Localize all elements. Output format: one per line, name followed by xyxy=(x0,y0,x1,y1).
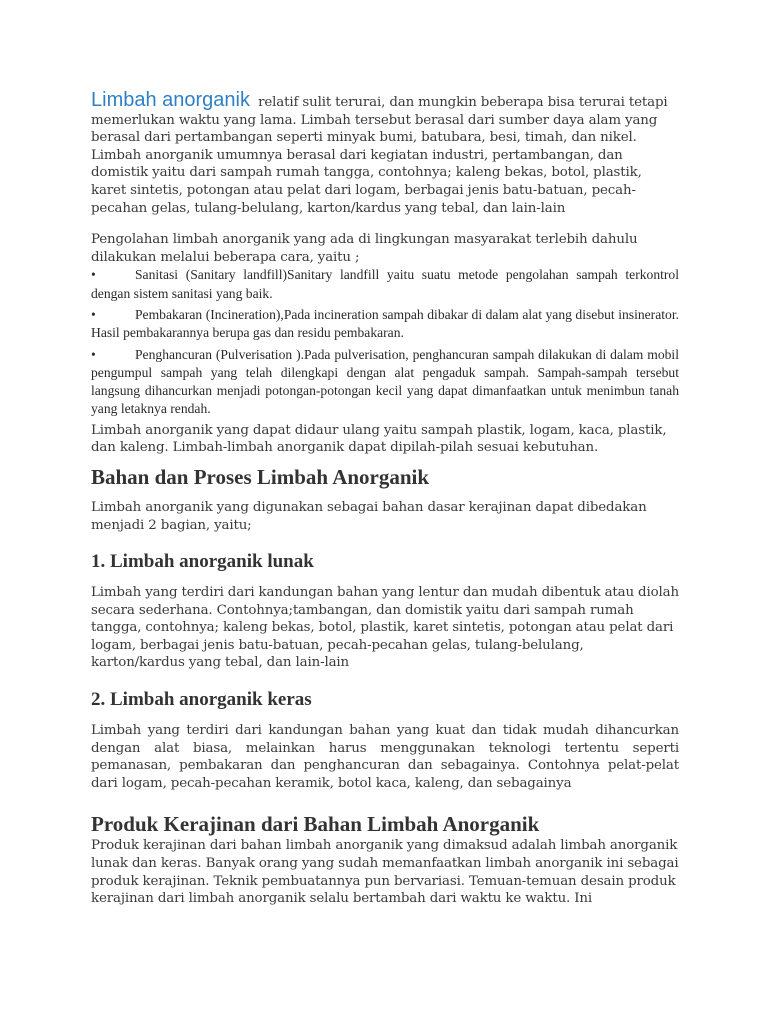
bullet-mark: • xyxy=(91,267,96,283)
heading-limbah-lunak: 1. Limbah anorganik lunak xyxy=(91,551,314,573)
produk-kerajinan-paragraph: Produk kerajinan dari bahan limbah anorganik yang dimaksud adalah limbah anorganik lunak dan keras. Banyak orang yang sudah memanfaatkan limbah anorganik ini sebagai produk kerajinan. Teknik pembuatannya pun bervariasi. Temuan-temuan desain produk kerajinan dari limbah anorganik selalu bertambah dari waktu ke waktu. Ini xyxy=(91,838,679,907)
limbah-keras-paragraph: Limbah yang terdiri dari kandungan bahan yang kuat dan tidak mudah dihancurkan dengan alat biasa, melainkan harus menggunakan teknologi tertentu seperti pemanasan, pembakaran dan penghancuran dan sebagainya. Contohnya pelat-pelat dari logam, pecah-pecahan keramik, botol kaca, kaleng, dan sebagainya xyxy=(91,723,679,791)
paragraph-gap xyxy=(91,217,679,231)
intro-text: relatif sulit terurai, dan mungkin beberapa bisa terurai tetapi memerlukan waktu yang lama. Limbah tersebut berasal dari sumber daya alam yang berasal dari pertambangan seperti minyak bumi, batubara, besi, timah, dan nikel. Limbah anorganik umumnya berasal dari kegiatan industri, pertambangan, dan domistik yaitu dari sampah rumah tangga, contohnya; kaleng bekas, botol, plastik, karet sintetis, potongan atau pelat dari logam, berbagai jenis batu-batuan, pecah-pecahan gelas, tulang-belulang, karton/kardus yang tebal, dan lain-lain xyxy=(91,95,668,216)
bullet-text: Pembakaran (Incineration),Pada incineration sampah dibakar di dalam alat yang disebut insinerator. Hasil pembakarannya berupa gas dan residu pembakaran. xyxy=(91,306,679,341)
daur-ulang-paragraph: Limbah anorganik yang dapat didaur ulang yaitu sampah plastik, logam, kaca, plastik, dan kaleng. Limbah-limbah anorganik dapat dipilah-pilah sesuai kebutuhan. xyxy=(91,422,667,456)
section-heading-produk-kerajinan: Produk Kerajinan dari Bahan Limbah Anorganik xyxy=(91,812,540,837)
bullet-item-sanitasi xyxy=(91,266,679,303)
bullet-item-pembakaran xyxy=(91,306,679,343)
limbah-lunak-paragraph: Limbah yang terdiri dari kandungan bahan yang lentur dan mudah dibentuk atau diolah secara sederhana. Contohnya;tambangan, dan domistik yaitu dari sampah rumah tangga, contohnya; kaleng bekas, botol, plastik, karet sintetis, potongan atau pelat dari logam, berbagai jenis batu-batuan, pecah-pecahan gelas, tulang-belulang, karton/kardus yang tebal, dan lain-lain xyxy=(91,585,679,671)
document-page xyxy=(91,89,679,908)
bullet-text: Penghancuran (Pulverisation ).Pada pulverisation, penghancuran sampah dilakukan di dalam mobil pengumpul sampah yang telah dilengkapi dengan alat pengaduk sampah. Sampah-sampah tersebut langsung dihancurkan menjadi potongan-potongan kecil yang dapat dimanfaatkan untuk menimbun tanah yang letaknya rendah. xyxy=(91,346,679,417)
intro-paragraph xyxy=(91,89,679,217)
section-heading-bahan-proses: Bahan dan Proses Limbah Anorganik xyxy=(91,464,430,489)
bullet-mark: • xyxy=(91,346,96,362)
bullet-text: Sanitasi (Sanitary landfill)Sanitary landfill yaitu suatu metode pengolahan sampah terkontrol dengan sistem sanitasi yang baik. xyxy=(91,267,679,301)
pengolahan-paragraph: Pengolahan limbah anorganik yang ada di lingkungan masyarakat terlebih dahulu dilakukan melalui beberapa cara, yaitu ; xyxy=(91,232,638,265)
bullet-list xyxy=(91,266,679,418)
heading-limbah-keras: 2. Limbah anorganik keras xyxy=(91,689,312,711)
bullet-item-penghancuran xyxy=(91,346,679,419)
limbah-anorganik-link[interactable]: Limbah anorganik xyxy=(91,89,250,111)
bullet-mark: • xyxy=(91,306,96,322)
bahan-proses-paragraph: Limbah anorganik yang digunakan sebagai bahan dasar kerajinan dapat dibedakan menjadi 2 bagian, yaitu; xyxy=(91,499,647,533)
